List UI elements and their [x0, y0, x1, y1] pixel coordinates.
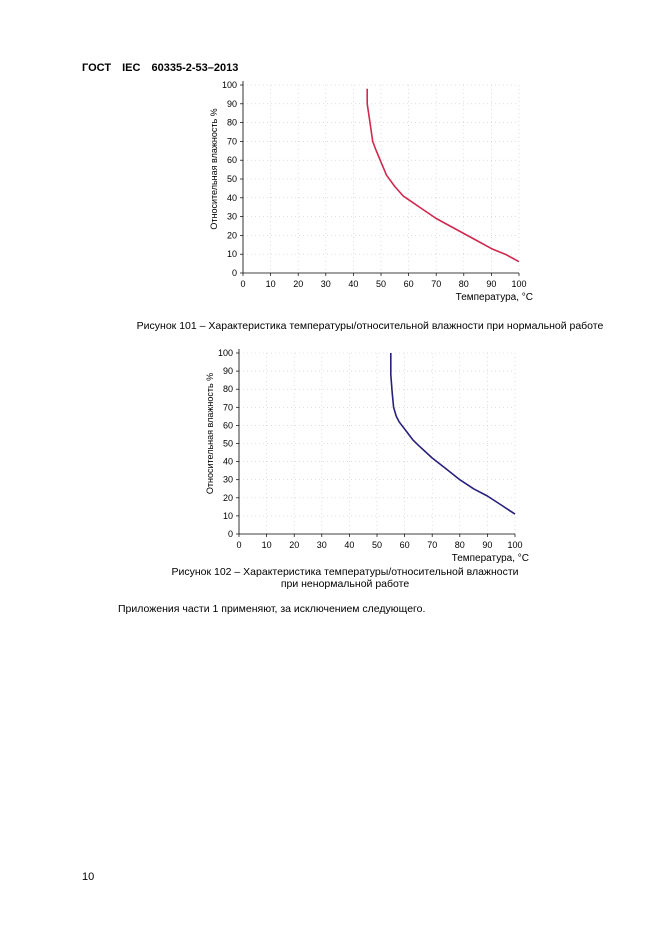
x-tick-label: 40 [344, 540, 355, 550]
y-tick-label: 90 [222, 366, 233, 377]
y-tick-label: 40 [222, 456, 233, 467]
y-tick-label: 0 [231, 268, 237, 278]
x-tick-label: 80 [458, 279, 469, 289]
y-tick-label: 10 [222, 510, 233, 521]
y-tick-label: 90 [226, 98, 237, 109]
y-tick-label: 40 [226, 192, 237, 203]
x-tick-label: 90 [486, 279, 497, 289]
figure-102-caption-line2: при ненормальной работе [280, 578, 410, 590]
y-tick-label: 20 [222, 492, 233, 503]
y-tick-label: 80 [226, 117, 237, 128]
x-tick-label: 80 [454, 540, 465, 550]
x-tick-label: 20 [289, 540, 300, 550]
figure-101-caption: Рисунок 101 – Характеристика температуры/относительной влажности при нормальной работе [136, 320, 604, 332]
figure-102-caption [130, 566, 560, 590]
x-tick-label: 60 [403, 279, 414, 289]
y-axis-label: Относительная влажность % [209, 108, 219, 230]
x-tick-label: 60 [399, 540, 410, 550]
y-tick-label: 100 [217, 348, 233, 358]
y-tick-label: 50 [226, 174, 237, 184]
x-tick-label: 10 [265, 279, 276, 289]
y-tick-label: 50 [222, 438, 233, 449]
x-axis-label: Температура, °С [451, 553, 529, 564]
y-tick-label: 60 [222, 420, 233, 431]
y-tick-label: 60 [226, 155, 237, 166]
standard-number: 60335-2-53–2013 [151, 62, 239, 74]
x-axis-label: Температура, °С [455, 292, 533, 303]
x-tick-label: 0 [240, 279, 246, 289]
body-paragraph: Приложения части 1 применяют, за исключением следующего. [118, 603, 426, 615]
x-tick-label: 30 [316, 540, 327, 550]
y-axis-label: Относительная влажность % [205, 372, 215, 495]
x-tick-label: 0 [236, 540, 242, 550]
x-tick-label: 20 [293, 279, 304, 289]
y-tick-label: 70 [226, 136, 237, 147]
x-tick-label: 50 [371, 540, 383, 550]
page-number: 10 [82, 871, 95, 883]
iec-label: IEC [122, 62, 141, 74]
y-tick-label: 100 [221, 80, 237, 90]
y-tick-label: 80 [222, 384, 233, 395]
x-tick-label: 40 [348, 279, 359, 289]
x-tick-label: 90 [482, 540, 493, 550]
x-tick-label: 30 [320, 279, 331, 289]
x-tick-label: 70 [431, 279, 442, 289]
y-tick-label: 10 [226, 249, 237, 260]
y-tick-label: 30 [226, 211, 237, 222]
x-tick-label: 100 [511, 279, 527, 289]
y-tick-label: 20 [226, 230, 237, 241]
y-tick-label: 0 [227, 529, 233, 539]
figure-102-caption-line1: Рисунок 102 – Характеристика температуры/относительной влажности [171, 566, 519, 578]
y-tick-label: 70 [222, 402, 233, 413]
x-tick-label: 50 [375, 279, 387, 289]
x-tick-label: 10 [261, 540, 272, 550]
y-tick-label: 30 [222, 474, 233, 485]
x-tick-label: 100 [507, 540, 523, 550]
gost-label: ГОСТ [82, 62, 112, 74]
series-line [391, 353, 515, 514]
x-tick-label: 70 [427, 540, 438, 550]
